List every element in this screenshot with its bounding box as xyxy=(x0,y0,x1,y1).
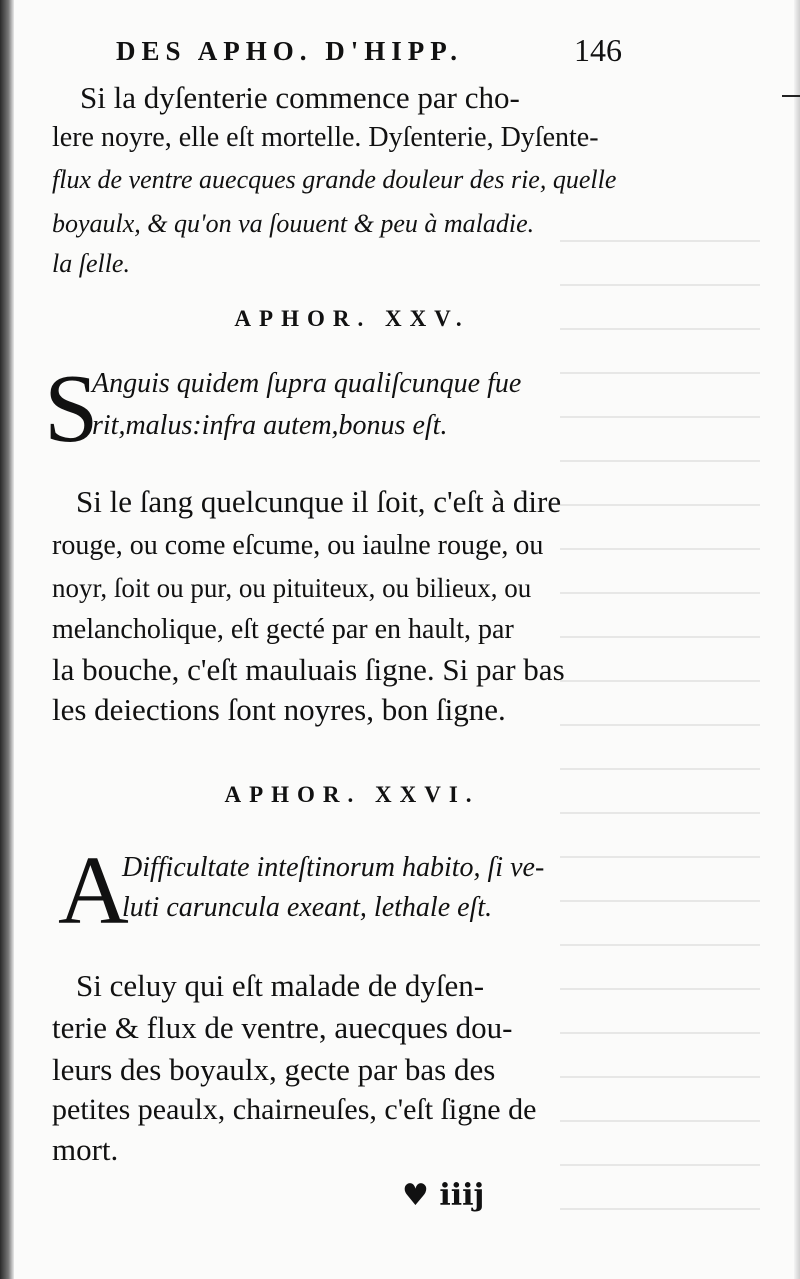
aphorism-heading: APHOR. XXV. xyxy=(234,306,470,331)
aphorism-heading: APHOR. XXVI. xyxy=(224,782,480,807)
para1-line: boyaulx, & qu'on va ſouuent & peu à maladie. xyxy=(52,209,535,238)
margin-mark xyxy=(782,95,800,97)
french-line: rouge, ou come eſcume, ou iaulne rouge, ou xyxy=(52,530,544,561)
french-line: melancholique, eſt gecté par en hault, par xyxy=(52,614,514,645)
french-line: mort. xyxy=(52,1132,119,1167)
running-title: DES APHO. D'HIPP. xyxy=(116,36,464,66)
french-line: noyr, ſoit ou pur, ou pituiteux, ou bilieux, ou xyxy=(52,573,532,603)
running-head xyxy=(52,32,652,70)
page-number: 146 xyxy=(574,32,622,68)
french-line: petites peaulx, chairneuſes, c'eſt ſigne de xyxy=(52,1093,537,1126)
latin-line: rit,malus:infra autem,bonus eſt. xyxy=(92,410,448,441)
french-line: terie & flux de ventre, auecques dou- xyxy=(52,1010,513,1045)
page-edge xyxy=(794,0,800,1279)
page-binding-shadow xyxy=(0,0,14,1279)
para1-line: lere noyre, elle eſt mortelle. Dyſenterie, Dyſente- xyxy=(52,122,599,153)
french-line: leurs des boyaulx, gecte par bas des xyxy=(52,1052,496,1087)
latin-line: Anguis quidem ſupra qualiſcunque fue xyxy=(92,368,522,399)
para1-line: Si la dyſenterie commence par cho- xyxy=(80,80,520,115)
para1-line: la ſelle. xyxy=(52,249,130,278)
drop-cap: A xyxy=(58,837,129,945)
latin-line: Difficultate inteſtinorum habito, ſi ve- xyxy=(122,852,545,883)
french-line: Si le ſang quelcunque il ſoit, c'eſt à dire xyxy=(76,484,562,519)
french-line: la bouche, c'eſt mauluais ſigne. Si par bas xyxy=(52,652,565,687)
show-through-texture xyxy=(560,230,760,1210)
drop-cap: S xyxy=(44,355,99,463)
french-line: les deiections ſont noyres, bon ſigne. xyxy=(52,692,506,727)
latin-line: luti caruncula exeant, lethale eſt. xyxy=(122,892,493,923)
para1-line: flux de ventre auecques grande douleur des rie, quelle xyxy=(52,165,617,194)
french-line: Si celuy qui eſt malade de dyſen- xyxy=(76,968,485,1003)
signature-mark: ♥ iiij xyxy=(402,1178,485,1213)
